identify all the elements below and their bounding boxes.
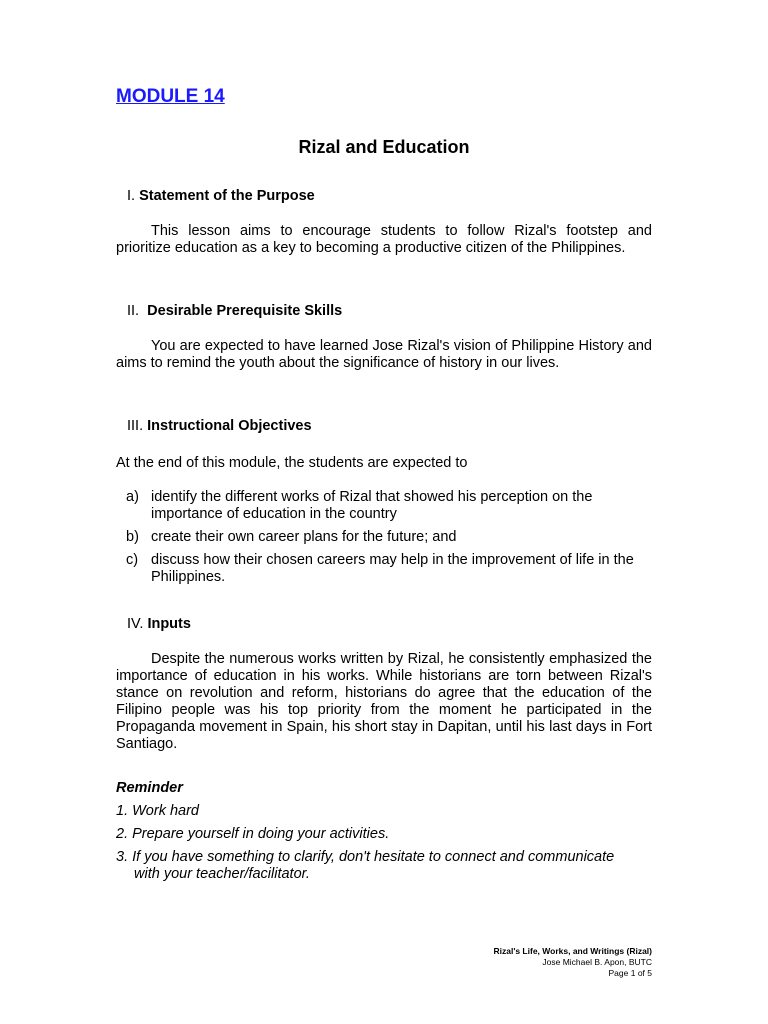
section-heading-inputs xyxy=(127,615,191,633)
footer-author: Jose Michael B. Apon, BUTC xyxy=(542,957,652,967)
inputs-paragraph xyxy=(116,651,652,753)
section-numeral: IV. xyxy=(127,616,144,632)
list-item-text: discuss how their chosen careers may help in the improvement of life in the Philippines. xyxy=(151,552,634,585)
document-title: Rizal and Education xyxy=(298,137,470,157)
prerequisites-paragraph xyxy=(116,338,652,372)
section-numeral: II. xyxy=(127,303,140,319)
section-numeral: I. xyxy=(127,188,136,204)
reminder-item xyxy=(116,849,656,883)
paragraph-text: Despite the numerous works written by Rizal, he consistently emphasized the importance of education in his works. While historians are torn between Rizal's stance on revolution and reform, historians do agree that the education of the Filipino people was his top priority from the moment he participated in the Propaganda movement in Spain, his short stay in Dapitan, until his last days in Fort Santiago. xyxy=(116,651,652,752)
reminder-item: 2. Prepare yourself in doing your activities. xyxy=(116,826,390,842)
list-marker: c) xyxy=(126,552,139,568)
reminder-item: 1. Work hard xyxy=(116,803,199,819)
section-heading-prerequisites xyxy=(127,302,342,320)
reminder-line: with your teacher/facilitator. xyxy=(134,866,310,882)
list-item xyxy=(116,552,652,586)
purpose-paragraph xyxy=(116,223,652,257)
section-heading-objectives xyxy=(127,417,312,435)
section-heading-purpose xyxy=(127,187,315,205)
list-item-text: identify the different works of Rizal that showed his perception on the importance of education in the country xyxy=(151,489,593,522)
list-item xyxy=(116,489,652,523)
list-item xyxy=(116,529,652,546)
page-footer xyxy=(493,946,652,979)
section-title: Statement of the Purpose xyxy=(139,188,315,204)
section-title: Desirable Prerequisite Skills xyxy=(147,303,343,319)
paragraph-text: This lesson aims to encourage students to follow Rizal's footstep and prioritize education as a key to becoming a productive citizen of the Philippines. xyxy=(116,223,652,256)
list-marker: b) xyxy=(126,529,139,545)
reminder-line: 3. If you have something to clarify, don't hesitate to connect and communicate xyxy=(116,849,615,865)
objectives-intro: At the end of this module, the students are expected to xyxy=(116,455,468,471)
paragraph-text: You are expected to have learned Jose Rizal's vision of Philippine History and aims to remind the youth about the significance of history in our lives. xyxy=(116,338,652,371)
module-title[interactable]: MODULE 14 xyxy=(116,86,225,107)
section-title: Inputs xyxy=(147,616,191,632)
reminder-heading: Reminder xyxy=(116,780,183,796)
footer-course: Rizal's Life, Works, and Writings (Rizal) xyxy=(493,946,652,956)
list-item-text: create their own career plans for the future; and xyxy=(151,529,457,545)
list-marker: a) xyxy=(126,489,139,505)
section-numeral: III. xyxy=(127,418,144,434)
section-title: Instructional Objectives xyxy=(147,418,312,434)
footer-page-number: Page 1 of 5 xyxy=(608,968,652,978)
